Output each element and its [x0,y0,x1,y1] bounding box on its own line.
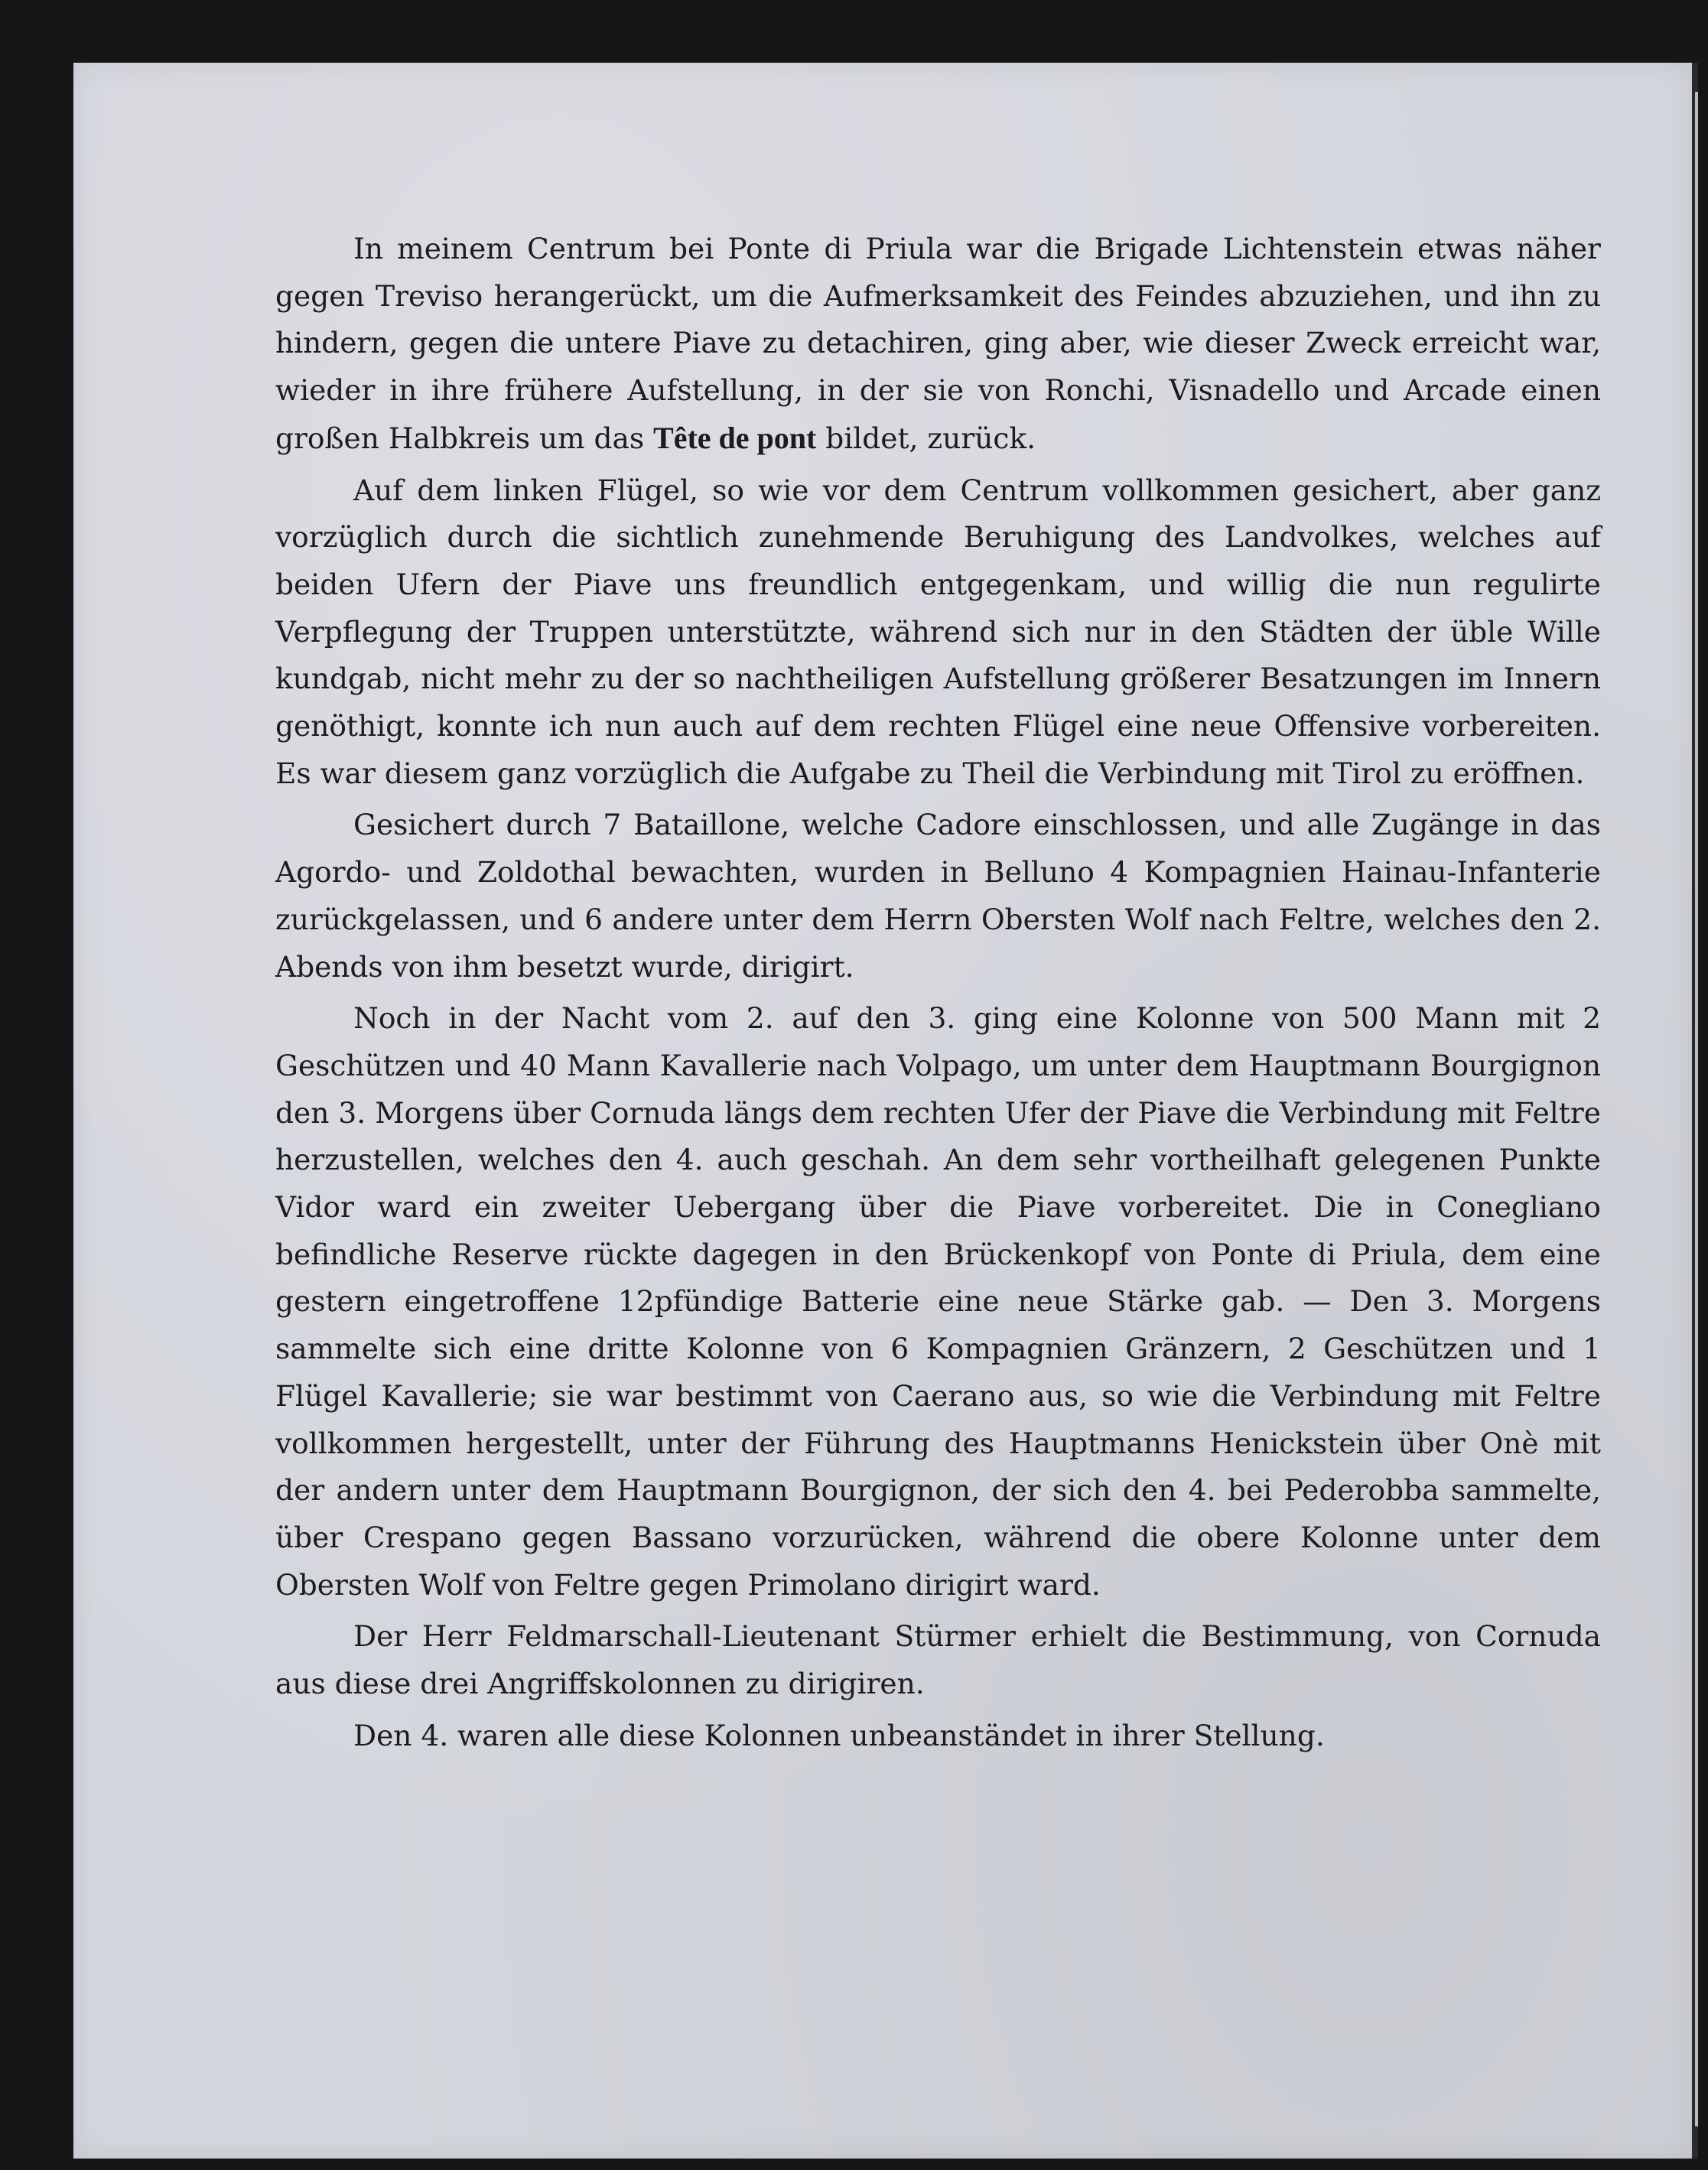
document-body [275,226,1601,1765]
paragraph-6: Den 4. waren alle diese Kolonnen unbeanständet in ihrer Stellung. [353,1718,1325,1752]
paragraph-5: Der Herr Feldmarschall-Lieutenant Stürmer erhielt die Bestimmung, von Cornuda aus diese drei Angriffskolonnen zu dirigiren. [275,1619,1601,1701]
latin-phrase-tete-de-pont: Tête de pont [653,420,817,455]
paragraph-1-text: In meinem Centrum bei Ponte di Priula war die Brigade Lichtenstein etwas näher gegen Treviso herangerückt, um die Aufmerksamkeit des Feindes abzuziehen, und ihn zu hindern, gegen die untere Piave zu detachiren, ging aber, wie dieser Zweck erreicht war, wieder in ihre frühere Aufstellung, in der sie von Ronchi, Visnadello und Arcade einen großen Halbkreis um das [275,232,1601,455]
paragraph-1-ending: bildet, zurück. [816,421,1036,455]
paragraph-1 [275,226,1601,463]
paragraph-2: Auf dem linken Flügel, so wie vor dem Centrum vollkommen gesichert, aber ganz vorzüglich durch die sichtlich zunehmende Beruhigung des Landvolkes, welches auf beiden Ufern der Piave uns freundlich entgegenkam, und willig die nun regulirte Verpflegung der Truppen unterstützte, während sich nur in den Städten der üble Wille kundgab, nicht mehr zu der so nachtheiligen Aufstellung größerer Besatzungen im Innern genöthigt, konnte ich nun auch auf dem rechten Flügel eine neue Offensive vorbereiten. Es war diesem ganz vorzüglich die Aufgabe zu Theil die Verbindung mit Tirol zu eröffnen. [275,473,1601,790]
paragraph-4: Noch in der Nacht vom 2. auf den 3. ging eine Kolonne von 500 Mann mit 2 Geschützen und 40 Mann Kavallerie nach Volpago, um unter dem Hauptmann Bourgignon den 3. Morgens über Cornuda längs dem rechten Ufer der Piave die Verbindung mit Feltre herzustellen, welches den 4. auch geschah. An dem sehr vortheilhaft gelegenen Punkte Vidor ward ein zweiter Uebergang über die Piave vorbereitet. Die in Conegliano befindliche Reserve rückte dagegen in den Brückenkopf von Ponte di Priula, dem eine gestern eingetroffene 12pfündige Batterie eine neue Stärke gab. — Den 3. Morgens sammelte sich eine dritte Kolonne von 6 Kompagnien Gränzern, 2 Geschützen und 1 Flügel Kavallerie; sie war bestimmt von Caerano aus, so wie die Verbindung mit Feltre vollkommen hergestellt, unter der Führung des Hauptmanns Henickstein über Onè mit der andern unter dem Hauptmann Bourgignon, der sich den 4. bei Pederobba sammelte, über Crespano gegen Bassano vorzurücken, während die obere Kolonne unter dem Obersten Wolf von Feltre gegen Primolano dirigirt ward. [275,1001,1601,1602]
paragraph-3: Gesichert durch 7 Bataillone, welche Cadore einschlossen, und alle Zugänge in das Agordo- und Zoldothal bewachten, wurden in Belluno 4 Kompagnien Hainau-Infanterie zurückgelassen, und 6 andere unter dem Herrn Obersten Wolf nach Feltre, welches den 2. Abends von ihm besetzt wurde, dirigirt. [275,808,1601,984]
adjacent-page-edge [1695,92,1698,2126]
